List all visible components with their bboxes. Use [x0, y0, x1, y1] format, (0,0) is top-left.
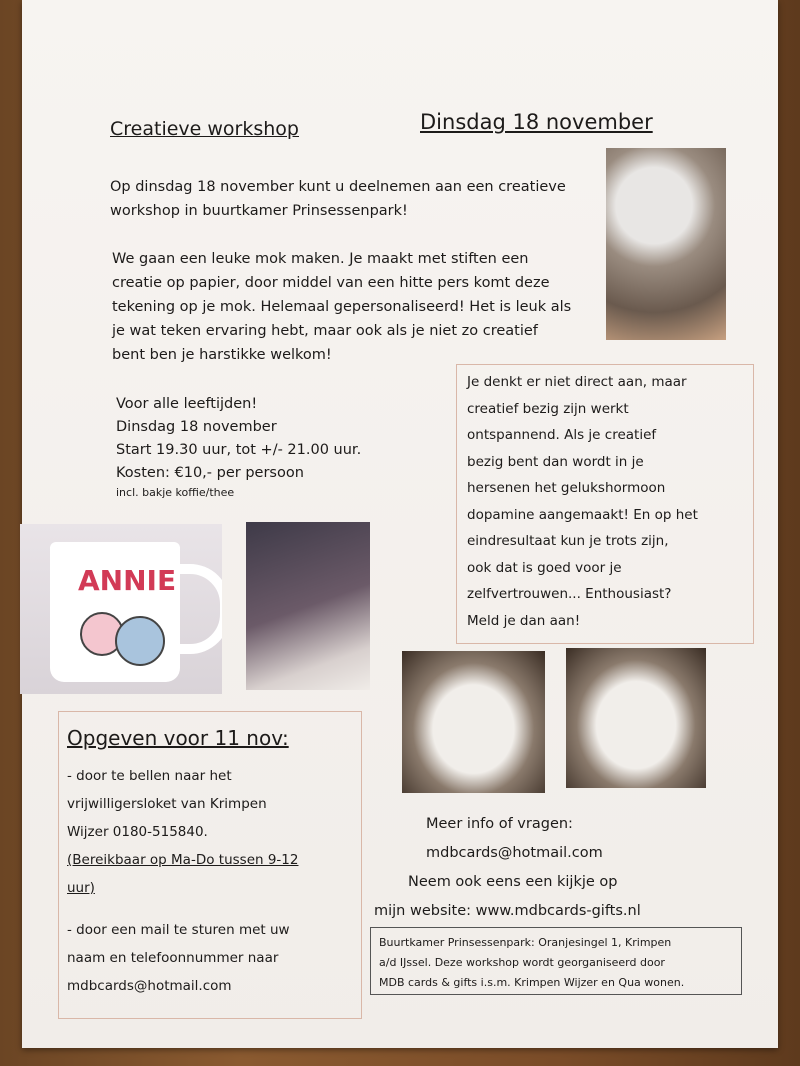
website-label: mijn website:: [374, 903, 472, 919]
footer-line: Buurtkamer Prinsessenpark: Oranjesingel 1, Krimpen: [379, 936, 672, 949]
signup-line: - door een mail te sturen met uw: [67, 922, 290, 938]
description-line: We gaan een leuke mok maken. Je maakt met stiften een: [112, 251, 529, 267]
footer-line: a/d IJssel. Deze workshop wordt georganiseerd door: [379, 956, 665, 969]
sidebox-line: eindresultaat kun je trots zijn,: [467, 533, 669, 549]
sidebox-line: zelfvertrouwen... Enthousiast?: [467, 586, 672, 602]
description-line: creatie op papier, door middel van een hitte pers komt deze: [112, 275, 550, 291]
signup-title: Opgeven voor 11 nov:: [67, 726, 289, 750]
availability-line: (Bereikbaar op Ma-Do tussen 9-12: [67, 852, 299, 868]
sidebox-line: dopamine aangemaakt! En op het: [467, 506, 698, 523]
signup-line: Wijzer 0180-515840.: [67, 824, 208, 840]
sidebox-line: hersenen het gelukshormoon: [467, 480, 666, 496]
detail-note: incl. bakje koffie/thee: [116, 486, 235, 499]
footer-box: [370, 927, 742, 995]
flower-mug-photo: [566, 648, 706, 788]
signup-line: - door te bellen naar het: [67, 768, 232, 784]
mugs-photo: [606, 148, 726, 340]
detail-line: Kosten: €10,- per persoon: [116, 465, 304, 481]
drawing-photo: [246, 522, 370, 690]
intro-line: Op dinsdag 18 november kunt u deelnemen aan een creatieve: [110, 179, 566, 195]
detail-line: Dinsdag 18 november: [116, 419, 277, 435]
sidebox-line: bezig bent dan wordt in je: [467, 453, 644, 470]
annie-mug-photo: [20, 524, 222, 694]
info-sidebox: [456, 364, 754, 644]
flyer-title: Creatieve workshop: [110, 118, 299, 140]
signup-box: [58, 711, 362, 1019]
sidebox-line: ontspannend. Als je creatief: [467, 427, 657, 443]
description-text: [112, 247, 571, 367]
info-label: Meer info of vragen:: [426, 816, 573, 832]
contact-info: [374, 810, 674, 926]
info-line: Neem ook eens een kijkje op: [408, 874, 618, 890]
description-line: tekening op je mok. Helemaal gepersonaliseerd! Het is leuk als: [112, 299, 572, 315]
signup-email-link[interactable]: mdbcards@hotmail.com: [67, 978, 232, 994]
footer-line: MDB cards & gifts i.s.m. Krimpen Wijzer en Qua wonen.: [379, 976, 685, 989]
signup-line: vrijwilligersloket van Krimpen: [67, 796, 267, 812]
heart-mug-photo: [402, 651, 545, 793]
description-line: je wat teken ervaring hebt, maar ook als je niet zo creatief: [112, 323, 538, 339]
mug-name-text: ANNIE: [78, 564, 177, 597]
intro-line: workshop in buurtkamer Prinsessenpark!: [110, 203, 408, 219]
detail-line: Start 19.30 uur, tot +/- 21.00 uur.: [116, 442, 362, 458]
availability-line: uur): [67, 880, 95, 896]
detail-line: Voor alle leeftijden!: [116, 396, 258, 412]
flyer-date: Dinsdag 18 november: [420, 110, 653, 134]
sidebox-line: Meld je dan aan!: [467, 612, 581, 629]
sidebox-line: Je denkt er niet direct aan, maar: [467, 374, 687, 390]
event-details: [116, 393, 361, 501]
signup-line: naam en telefoonnummer naar: [67, 950, 279, 966]
flyer: [22, 0, 778, 1048]
sidebox-line: ook dat is goed voor je: [467, 559, 622, 576]
sidebox-line: creatief bezig zijn werkt: [467, 400, 629, 417]
intro-text: [110, 175, 566, 223]
description-line: bent ben je harstikke welkom!: [112, 347, 332, 363]
website-link[interactable]: www.mdbcards-gifts.nl: [475, 903, 641, 919]
info-email-link[interactable]: mdbcards@hotmail.com: [426, 845, 603, 861]
